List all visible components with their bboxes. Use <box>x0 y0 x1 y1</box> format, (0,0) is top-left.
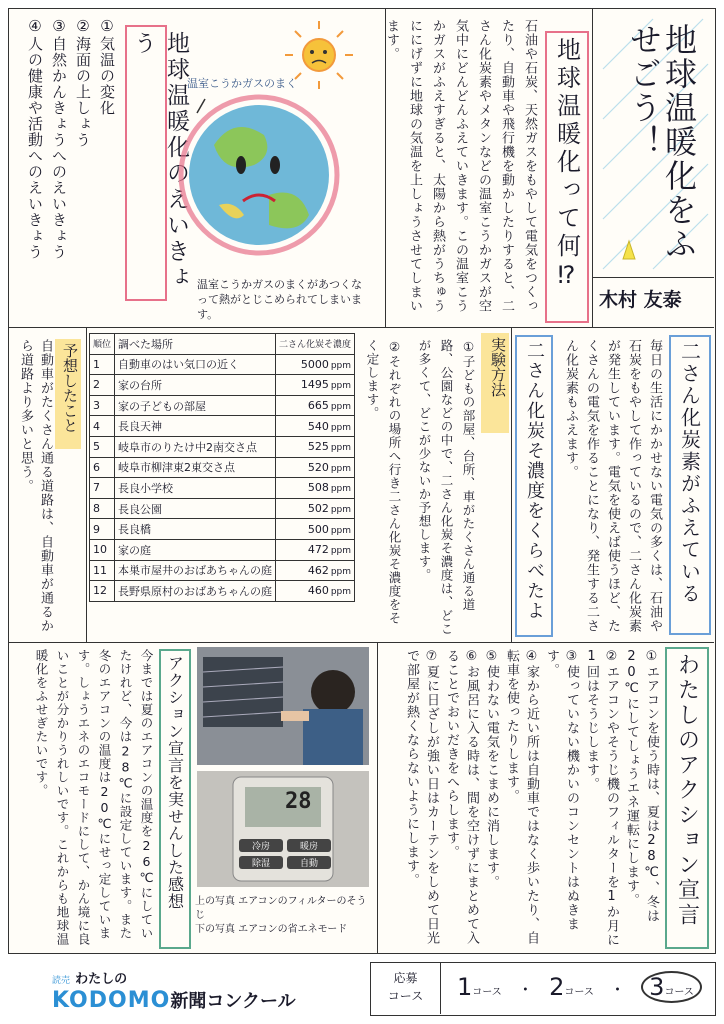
place-cell: 家の子どもの部屋 <box>115 395 276 416</box>
place-cell: 岐阜市のりたけ中2南交さ点 <box>115 436 276 457</box>
author-name: 木村 友泰 <box>599 289 682 311</box>
action-item: ⑦夏に日ざしが強い日はカーテンをしめて日光で部屋が熱くならないようにします。 <box>404 649 439 945</box>
results-table <box>89 333 355 602</box>
value-cell <box>276 478 355 499</box>
effects-item: ②海面の上しょう <box>74 17 92 148</box>
what-title: 地球温暖化って何⁉ <box>552 37 581 293</box>
value-cell <box>276 436 355 457</box>
course-options <box>457 973 702 1001</box>
place-cell: 本巣市屋井のおばあちゃんの庭 <box>115 560 276 581</box>
results-table-wrap <box>89 333 351 639</box>
value-unit: ppm <box>330 422 352 433</box>
newspaper-sheet <box>8 8 716 954</box>
table-header-row <box>90 334 355 355</box>
table-row <box>90 498 355 519</box>
photo-block <box>193 647 373 953</box>
rank-cell: 8 <box>90 498 115 519</box>
brand-logo <box>52 968 352 1013</box>
place-cell: 家の台所 <box>115 375 276 396</box>
table-row <box>90 560 355 581</box>
remote-temp: 28 <box>285 789 312 814</box>
value-cell <box>276 416 355 437</box>
value-unit: ppm <box>330 484 352 495</box>
remote-button: 冷房 <box>239 839 283 852</box>
experiment-title-box <box>515 335 553 637</box>
divider-author <box>593 277 714 278</box>
value-number: 5000 <box>300 357 329 371</box>
rank-cell: 6 <box>90 457 115 478</box>
place-cell: 自動車のはい気口の近く <box>115 354 276 375</box>
rank-cell: 3 <box>90 395 115 416</box>
result-action-title-box <box>159 649 191 949</box>
table-row <box>90 436 355 457</box>
remote-button: 暖房 <box>287 839 331 852</box>
course-option-1: 1 <box>457 973 473 1001</box>
value-cell <box>276 581 355 602</box>
course-label-line: 応募 <box>393 971 418 985</box>
divider-top <box>9 327 714 328</box>
rank-cell: 7 <box>90 478 115 499</box>
action-list <box>381 649 661 951</box>
value-unit: ppm <box>330 360 352 371</box>
value-number: 540 <box>307 419 329 433</box>
value-cell <box>276 519 355 540</box>
place-cell: 長良小学校 <box>115 478 276 499</box>
caption-bottom: 下の写真 エアコンの省エネモード <box>195 924 348 935</box>
course-option-3: 3 <box>649 973 665 1001</box>
course-dot: ・ <box>517 980 534 999</box>
value-number: 508 <box>307 481 329 495</box>
table-header: 順位 <box>90 334 115 355</box>
table-row <box>90 354 355 375</box>
value-number: 525 <box>307 440 329 454</box>
effects-list <box>15 17 119 317</box>
table-row <box>90 581 355 602</box>
course-option-3-selected <box>641 971 702 1003</box>
rank-cell: 10 <box>90 539 115 560</box>
course-dot: ・ <box>609 980 626 999</box>
value-number: 460 <box>307 584 329 598</box>
co2-body: 毎日の生活にかかせない電気の多くは、石油や石炭をもやして作っているので、二さん化炭素が発生しています。電気を使えば使うほど、たくさんの電気を作ることになり、発生する二さん化炭素もふえます。 <box>563 339 662 633</box>
value-unit: ppm <box>330 587 352 598</box>
value-cell <box>276 457 355 478</box>
value-cell <box>276 395 355 416</box>
brand-line: わたしの <box>75 972 128 987</box>
hypothesis-label: 予想したこと <box>55 339 81 449</box>
course-option-2: 2 <box>549 973 565 1001</box>
newspaper-title: 地球温暖化をふせごう！ <box>624 23 698 261</box>
effects-title-box <box>125 25 189 301</box>
value-number: 520 <box>307 460 329 474</box>
caption-top: 上の写真 エアコンのフィルターのそうじ <box>195 896 367 921</box>
course-label <box>371 963 441 1014</box>
value-number: 665 <box>307 399 329 413</box>
table-row <box>90 457 355 478</box>
brand-rest: 新聞コンクール <box>170 991 296 1012</box>
experiment-method-label: 実験方法 <box>481 333 509 433</box>
value-unit: ppm <box>330 402 352 413</box>
experiment-title: 二さん化炭そ濃度をくらべたよ <box>524 341 545 621</box>
action-title: わたしのアクション宣言 <box>674 653 700 928</box>
brand-small: 読売 <box>52 976 71 986</box>
action-title-box <box>665 647 709 949</box>
table-row <box>90 478 355 499</box>
value-cell <box>276 354 355 375</box>
divider-co2-col <box>511 327 512 642</box>
course-suffix: コース <box>564 987 594 998</box>
remote-button: 除湿 <box>239 856 283 869</box>
newspaper-title-block <box>593 9 714 277</box>
table-header: 二さん化炭そ濃度 <box>276 334 355 355</box>
result-action-body: 今までは夏のエアコンの温度を26℃にしていたけれど、今は28℃に設定しています。また冬のエアコンの温度は20℃にせっ定しています。しょうエネのエコモードにして、かん境に良いことが分かりうれしいです。これからも地球温暖化をふせぎたいです。 <box>34 649 154 946</box>
value-unit: ppm <box>330 566 352 577</box>
place-cell: 長良天神 <box>115 416 276 437</box>
value-cell <box>276 539 355 560</box>
value-cell <box>276 375 355 396</box>
place-cell: 岐阜市柳津東2東交さ点 <box>115 457 276 478</box>
action-item: ④家から近い所は自動車ではなく歩いたり、自転車を使ったりします。 <box>504 649 539 945</box>
illus-label-top: 温室こうかガスのまく <box>187 77 297 90</box>
table-header: 調べた場所 <box>115 334 276 355</box>
table-row <box>90 395 355 416</box>
value-unit: ppm <box>330 505 352 516</box>
value-number: 472 <box>307 543 329 557</box>
result-action-title: アクション宣言を実せんした感想 <box>165 655 185 910</box>
action-item: ①エアコンを使う時は、夏は28℃、冬は20℃にしてしょうエネ運転にします。 <box>624 649 659 923</box>
place-cell: 長良橋 <box>115 519 276 540</box>
place-cell: 長良公園 <box>115 498 276 519</box>
remote-buttons <box>239 839 331 869</box>
value-number: 500 <box>307 522 329 536</box>
divider-table-col <box>86 327 87 642</box>
value-number: 462 <box>307 563 329 577</box>
what-body: 石油や石炭、天然ガスをもやして電気をつくったり、自動車や飛行機を動かしたりすると、二さん化炭素やメタンなどの温室こうかガスが空気中にどんどんふえていきます。この温室こうかガスがふえすぎると、太陽から熱がうちゅうににげずに地球の気温を上しょうさせてしまいます。 <box>384 19 537 313</box>
action-item: ⑥お風呂に入る時は、間を空けずにまとめて入ることでおいだきをへらします。 <box>444 649 479 945</box>
table-row <box>90 519 355 540</box>
hypothesis-body: 自動車がたくさん通る道路は、自動車が通るから道路より多いと思う。 <box>18 339 53 633</box>
course-label-line: コース <box>387 989 424 1003</box>
value-unit: ppm <box>330 546 352 557</box>
value-unit: ppm <box>330 381 352 392</box>
effects-item: ③自然かんきょうへのえいきょう <box>50 17 68 260</box>
course-box <box>370 962 716 1016</box>
value-number: 502 <box>307 502 329 516</box>
earth-icon <box>169 15 381 265</box>
remote-button: 自動 <box>287 856 331 869</box>
effects-item: ①気温の変化 <box>98 17 116 116</box>
place-cell: 長野県原村のおばあちゃんの庭 <box>115 581 276 602</box>
course-suffix: コース <box>472 987 502 998</box>
table-row <box>90 416 355 437</box>
rank-cell: 5 <box>90 436 115 457</box>
rank-cell: 2 <box>90 375 115 396</box>
place-cell: 家の庭 <box>115 539 276 560</box>
action-item: ⑤使わない電気をこまめに消します。 <box>484 649 499 889</box>
what-title-box <box>545 31 589 323</box>
course-suffix: コース <box>664 987 694 998</box>
experiment-method-2: ②それぞれの場所へ行き二さん化炭そ濃度をそく定します。 <box>365 339 402 625</box>
brand-kodomo: KODOMO <box>52 988 171 1013</box>
effects-item: ④人の健康や活動へのえいきょう <box>26 17 44 260</box>
effects-title: 地球温暖化のえいきょう <box>130 31 189 291</box>
value-unit: ppm <box>330 443 352 454</box>
footer <box>8 962 716 1016</box>
co2-title: 二さん化炭素がふえている <box>677 341 702 605</box>
earth-illustration <box>169 15 381 325</box>
divider-middle <box>9 642 714 643</box>
rank-cell: 4 <box>90 416 115 437</box>
value-unit: ppm <box>330 463 352 474</box>
table-row <box>90 539 355 560</box>
rank-cell: 9 <box>90 519 115 540</box>
rank-cell: 12 <box>90 581 115 602</box>
divider-action-col <box>377 642 378 954</box>
action-item: ③使っていない機かいのコンセントはぬきます。 <box>544 649 579 931</box>
value-number: 1495 <box>300 378 329 392</box>
illus-caption: 温室こうかガスのまくがあつくなって熱がとじこめられてしまいます。 <box>197 278 362 321</box>
action-item: ②エアコンやそうじ機のフィルターを1か月に1回はそうじします。 <box>584 649 619 947</box>
co2-title-box <box>669 335 711 635</box>
experiment-method-1: ①子どもの部屋、台所、車がたくさん通る道路、公園などの中で、二さん化炭そ濃度は、どこが多くて、どこが少ないか予想します。 <box>417 339 476 636</box>
value-cell <box>276 560 355 581</box>
rank-cell: 1 <box>90 354 115 375</box>
value-cell <box>276 498 355 519</box>
value-unit: ppm <box>330 525 352 536</box>
rank-cell: 11 <box>90 560 115 581</box>
table-row <box>90 375 355 396</box>
